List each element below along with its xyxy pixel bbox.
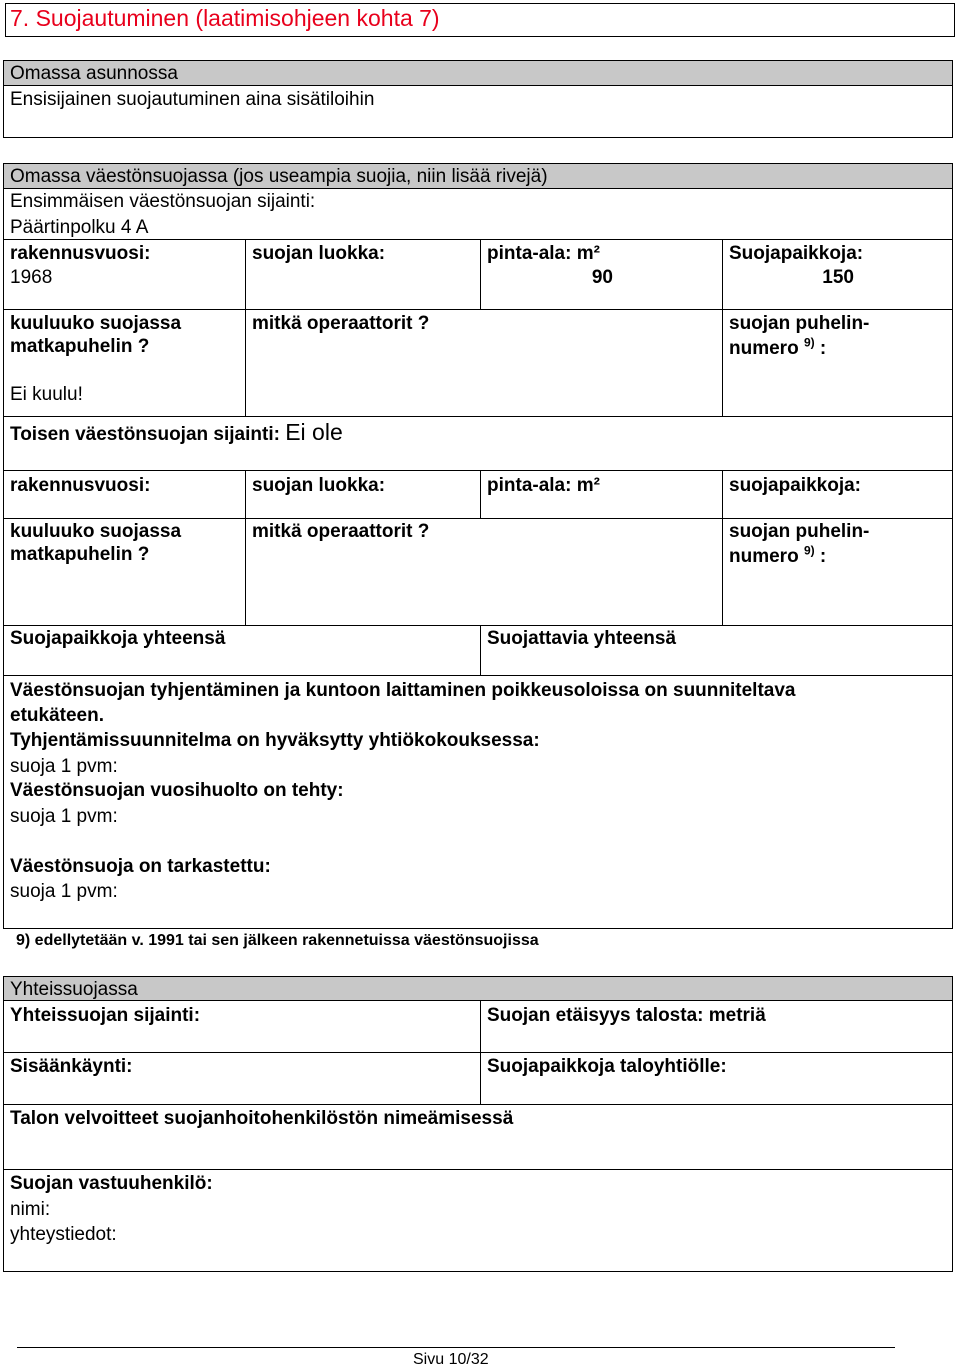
first-location-label: Ensimmäisen väestönsuojan sijainti: [10, 191, 316, 212]
phone-number-line2: numero $^{9)}$ : [729, 335, 827, 359]
name-label: nimi: [10, 1199, 51, 1220]
divider [722, 239, 723, 416]
footnote: 9) edellytetään v. 1991 tai sen jälkeen rakennetuissa väestönsuojissa [16, 932, 539, 949]
divider [245, 239, 246, 416]
section-title: 7. Suojautuminen (laatimisohjeen kohta 7) [10, 5, 440, 31]
total-places-label: Suojapaikkoja yhteensä [10, 628, 226, 649]
own-shelter-header: Omassa väestönsuojassa (jos useampia suojia, niin lisää rivejä) [10, 166, 548, 187]
phone-answer: Ei kuulu! [10, 384, 83, 405]
emptying-line2: etukäteen. [10, 705, 104, 726]
divider [4, 188, 952, 189]
distance-label: Suojan etäisyys talosta: metriä [487, 1005, 766, 1026]
divider [4, 1052, 952, 1053]
build-year-value: 1968 [10, 267, 53, 288]
divider [4, 625, 952, 626]
divider [4, 85, 952, 86]
divider [4, 416, 952, 417]
divider [4, 518, 952, 519]
contact-label: yhteystiedot: [10, 1224, 117, 1245]
divider [480, 470, 481, 518]
total-protected-label: Suojattavia yhteensä [487, 628, 677, 649]
phone-number-line1: suojan puhelin- [729, 313, 870, 334]
maintenance-value: suoja 1 pvm: [10, 806, 118, 827]
common-shelter-header-bg [4, 977, 952, 1000]
divider [480, 239, 481, 309]
divider [4, 1169, 952, 1170]
plan-approved-value: suoja 1 pvm: [10, 756, 118, 777]
common-places-label: Suojapaikkoja taloyhtiölle: [487, 1056, 727, 1077]
plan-approved-label: Tyhjentämissuunnitelma on hyväksytty yhtiökokouksessa: [10, 730, 540, 751]
own-home-header: Omassa asunnossa [10, 63, 178, 84]
area-value: 90 [591, 267, 613, 288]
places-value: 150 [822, 267, 854, 288]
responsible-label: Suojan vastuuhenkilö: [10, 1173, 213, 1194]
entrance-label: Sisäänkäynti: [10, 1056, 133, 1077]
footer-divider [17, 1347, 895, 1348]
divider [245, 470, 246, 625]
phone-question-line2: matkapuhelin ? [10, 336, 150, 357]
phone-question-2-line2: matkapuhelin ? [10, 544, 150, 565]
own-home-text: Ensisijainen suojautuminen aina sisätiloihin [10, 89, 375, 110]
operators-label: mitkä operaattorit ? [252, 313, 430, 334]
places-label: Suojapaikkoja: [729, 243, 864, 264]
common-location-label: Yhteissuojan sijainti: [10, 1005, 201, 1026]
phone-question-2-line1: kuuluuko suojassa [10, 521, 182, 542]
divider [4, 675, 952, 676]
class-label: suojan luokka: [252, 243, 386, 264]
area-label-2: pinta-ala: m² [487, 475, 600, 496]
phone-number-2-line2: numero $^{9)}$ : [729, 543, 827, 567]
class-label-2: suojan luokka: [252, 475, 386, 496]
divider [4, 1000, 952, 1001]
operators-label-2: mitkä operaattorit ? [252, 521, 430, 542]
first-location-value: Päärtinpolku 4 A [10, 217, 149, 238]
build-year-label-2: rakennusvuosi: [10, 475, 151, 496]
divider [4, 239, 952, 240]
build-year-label: rakennusvuosi: [10, 243, 151, 264]
inspected-label: Väestönsuoja on tarkastettu: [10, 856, 271, 877]
common-shelter-header: Yhteissuojassa [10, 979, 138, 1000]
inspected-value: suoja 1 pvm: [10, 881, 118, 902]
second-location: Toisen väestönsuojan sijainti: Ei ole [10, 419, 343, 445]
divider [4, 1104, 952, 1105]
divider [4, 470, 952, 471]
emptying-line1: Väestönsuojan tyhjentäminen ja kuntoon laittaminen poikkeusoloissa on suunniteltava [10, 680, 796, 701]
obligations-label: Talon velvoitteet suojanhoitohenkilöstön nimeämisessä [10, 1108, 514, 1129]
area-label: pinta-ala: m² [487, 243, 600, 264]
phone-number-2-line1: suojan puhelin- [729, 521, 870, 542]
phone-question-line1: kuuluuko suojassa [10, 313, 182, 334]
places-label-2: suojapaikkoja: [729, 475, 861, 496]
page-number: Sivu 10/32 [413, 1351, 489, 1368]
divider [722, 470, 723, 625]
maintenance-label: Väestönsuojan vuosihuolto on tehty: [10, 780, 344, 801]
divider [4, 309, 952, 310]
divider [480, 625, 481, 675]
